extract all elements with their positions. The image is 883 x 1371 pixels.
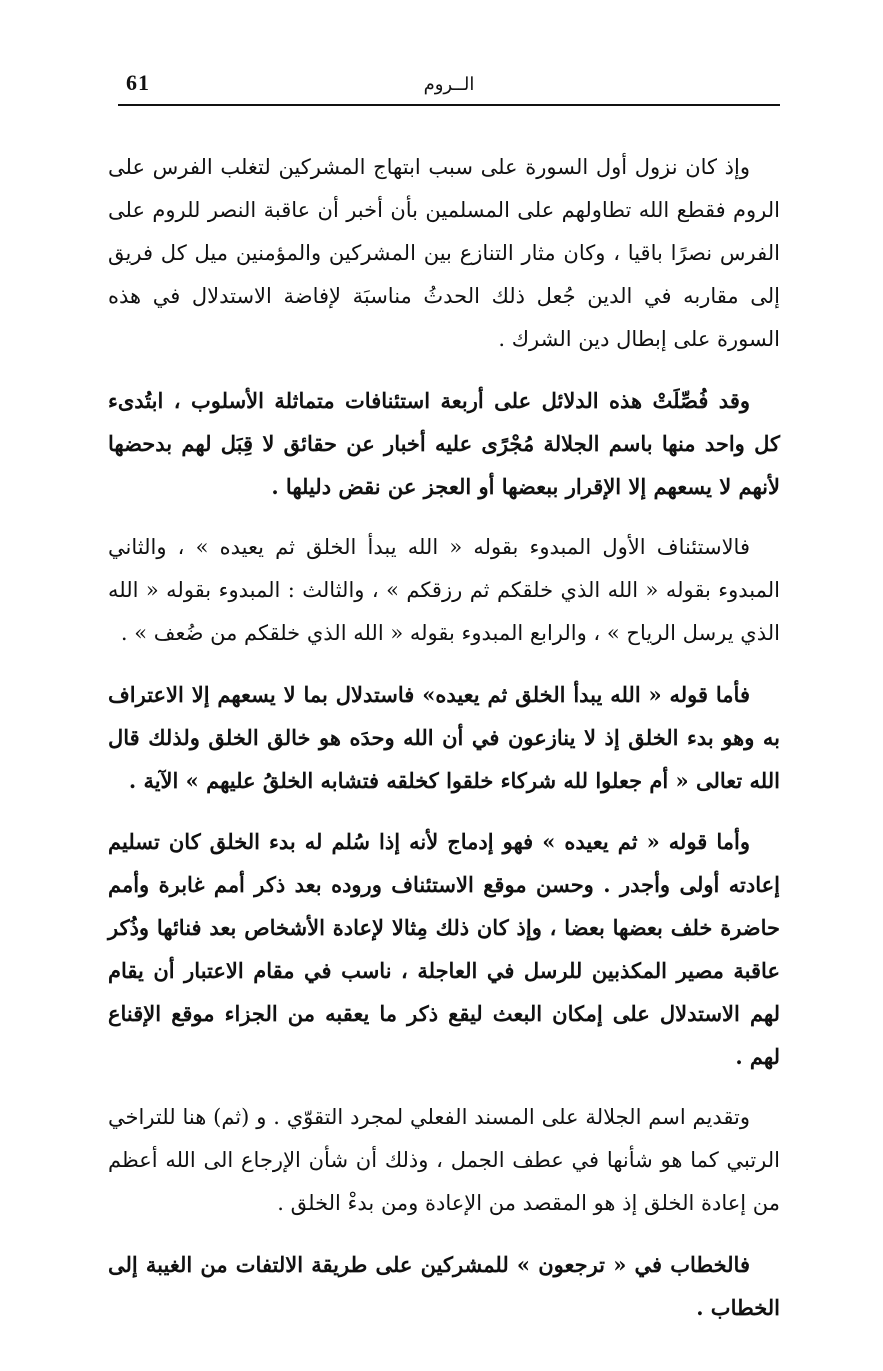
paragraph: فالاستئناف الأول المبدوء بقوله « الله يبدأ الخلق ثم يعيده » ، والثاني المبدوء بقوله « الله الذي خلقكم ثم رزقكم » ، والثالث : المبدوء بقوله « الله الذي يرسل الرياح » ، والرابع المبدوء بقوله « الله الذي خلقكم من ضُعف » . — [108, 535, 780, 645]
paragraph: وتقديم اسم الجلالة على المسند الفعلي لمجرد التقوّي . و (ثم) هنا للتراخي الرتبي كما هو شأنها في عطف الجمل ، وذلك أن شأن الإرجاع الى الله أعظم من إعادة الخلق إذ هو المقصد من الإعادة ومن بدءْ الخلق . — [108, 1105, 780, 1215]
page-header — [118, 60, 780, 100]
paragraph: وقد فُصِّلَتْ هذه الدلائل على أربعة استئنافات متماثلة الأسلوب ، ابتُدىء كل واحد منها باسم الجلالة مُجْرًى عليه أخبار عن حقائق لا قِبَل لهم بدحضها لأنهم لا يسعهم إلا الإقرار ببعضها أو العجز عن نقض دليلها . — [108, 388, 780, 499]
paragraph: وأما قوله « ثم يعيده » فهو إدماج لأنه إذا سُلم له بدء الخلق كان تسليم إعادته أولى وأجدر . وحسن موقع الاستئناف وروده بعد ذكر أمم غابرة وأمم حاضرة خلف بعضها بعضا ، وإذ كان ذلك مِثالا لإعادة الأشخاص بعد فنائها وذُكر عاقبة مصير المكذبين للرسل في العاجلة ، ناسب في مقام الاعتبار أن يقام لهم الاستدلال على إمكان البعث ليقع ذكر ما يعقبه من الجزاء موقع الإقناع لهم . — [108, 829, 780, 1069]
body-text — [108, 146, 780, 1347]
paragraph: فالخطاب في « ترجعون » للمشركين على طريقة الالتفات من الغيبة إلى الخطاب . — [108, 1252, 780, 1320]
paragraph: فأما قوله « الله يبدأ الخلق ثم يعيده» فاستدلال بما لا يسعهم إلا الاعتراف به وهو بدء الخلق إذ لا ينازعون في أن الله وحدَه هو خالق الخلق ولذلك قال الله تعالى « أم جعلوا لله شركاء خلقوا كخلقه فتشابه الخلقُ عليهم » الآية . — [108, 682, 780, 793]
page-number: 61 — [126, 70, 150, 95]
paragraph: وإذ كان نزول أول السورة على سبب ابتهاج المشركين لتغلب الفرس على الروم فقطع الله تطاولهم على المسلمين بأن أخبر أن عاقبة النصر للروم على الفرس نصرًا باقيا ، وكان مثار التنازع بين المشركين والمؤمنين ميل كل فريق إلى مقاربه في الدين جُعل ذلك الحدثُ مناسبَة لإفاضة الاستدلال في هذه السورة على إبطال دين الشرك . — [108, 155, 780, 351]
running-title: الــروم — [423, 74, 475, 95]
header-rule — [118, 104, 780, 106]
